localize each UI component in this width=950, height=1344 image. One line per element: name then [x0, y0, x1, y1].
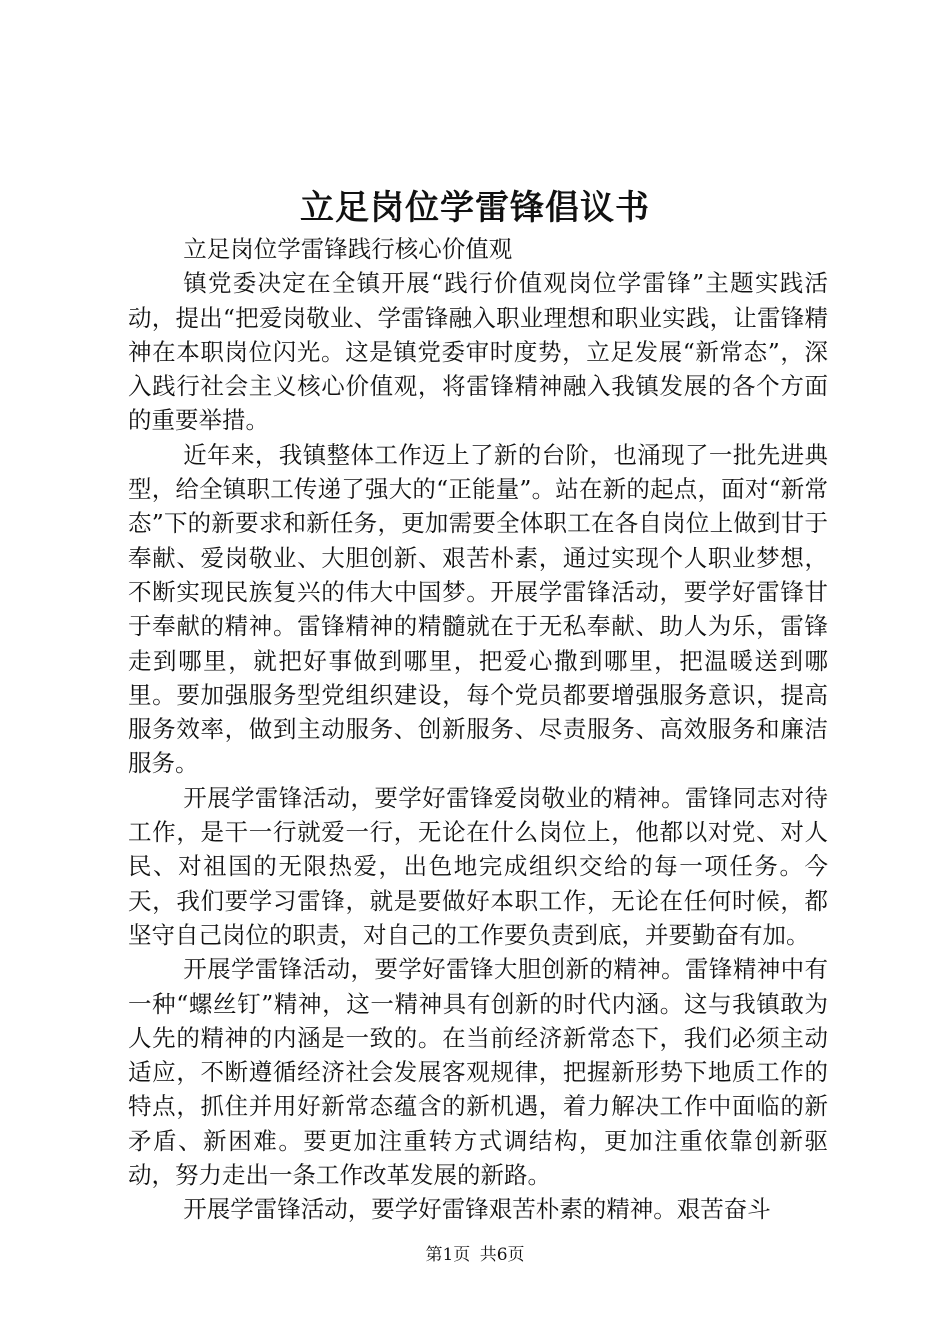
body-paragraph: 开展学雷锋活动，要学好雷锋大胆创新的精神。雷锋精神中有一种“螺丝钉”精神，这一精神具有创新的时代内涵。这与我镇敢为人先的精神的内涵是一致的。在当前经济新常态下，我们必须主动适应，不断遵循经济社会发展客观规律，把握新形势下地质工作的特点，抓住并用好新常态蕴含的新机遇，着力解决工作中面临的新矛盾、新困难。要更加注重转方式调结构，更加注重依靠创新驱动，努力走出一条工作改革发展的新路。	[128, 955, 828, 1190]
document-title: 立足岗位学雷锋倡议书	[300, 188, 650, 228]
body-paragraph: 开展学雷锋活动，要学好雷锋爱岗敬业的精神。雷锋同志对待工作，是干一行就爱一行，无论在什么岗位上，他都以对党、对人民、对祖国的无限热爱，出色地完成组织交给的每一项任务。今天，我们要学习雷锋，就是要做好本职工作，无论在任何时候，都坚守自己岗位的职责，对自己的工作要负责到底，并要勤奋有加。	[128, 783, 828, 949]
page-number: 第1页	[425, 1245, 471, 1265]
subtitle-paragraph: 立足岗位学雷锋践行核心价值观	[183, 235, 513, 263]
body-paragraph: 近年来，我镇整体工作迈上了新的台阶，也涌现了一批先进典型，给全镇职工传递了强大的“正能量”。站在新的起点，面对“新常态”下的新要求和新任务，更加需要全体职工在各自岗位上做到甘于奉献、爱岗敬业、大胆创新、艰苦朴素，通过实现个人职业梦想，不断实现民族复兴的伟大中国梦。开展学雷锋活动，要学好雷锋甘于奉献的精神。雷锋精神的精髓就在于无私奉献、助人为乐，雷锋走到哪里，就把好事做到哪里，把爱心撒到哪里，把温暖送到哪里。要加强服务型党组织建设，每个党员都要增强服务意识，提高服务效率，做到主动服务、创新服务、尽责服务、高效服务和廉洁服务。	[128, 440, 828, 778]
page-footer	[0, 1243, 950, 1267]
document-body	[128, 232, 828, 1227]
page-total: 共6页	[479, 1245, 525, 1265]
body-paragraph: 镇党委决定在全镇开展“践行价值观岗位学雷锋”主题实践活动，提出“把爱岗敬业、学雷锋融入职业理想和职业实践，让雷锋精神在本职岗位闪光。这是镇党委审时度势，立足发展“新常态”，深入践行社会主义核心价值观，将雷锋精神融入我镇发展的各个方面的重要举措。	[128, 269, 828, 435]
body-paragraph: 开展学雷锋活动，要学好雷锋艰苦朴素的精神。艰苦奋斗	[183, 1195, 771, 1224]
